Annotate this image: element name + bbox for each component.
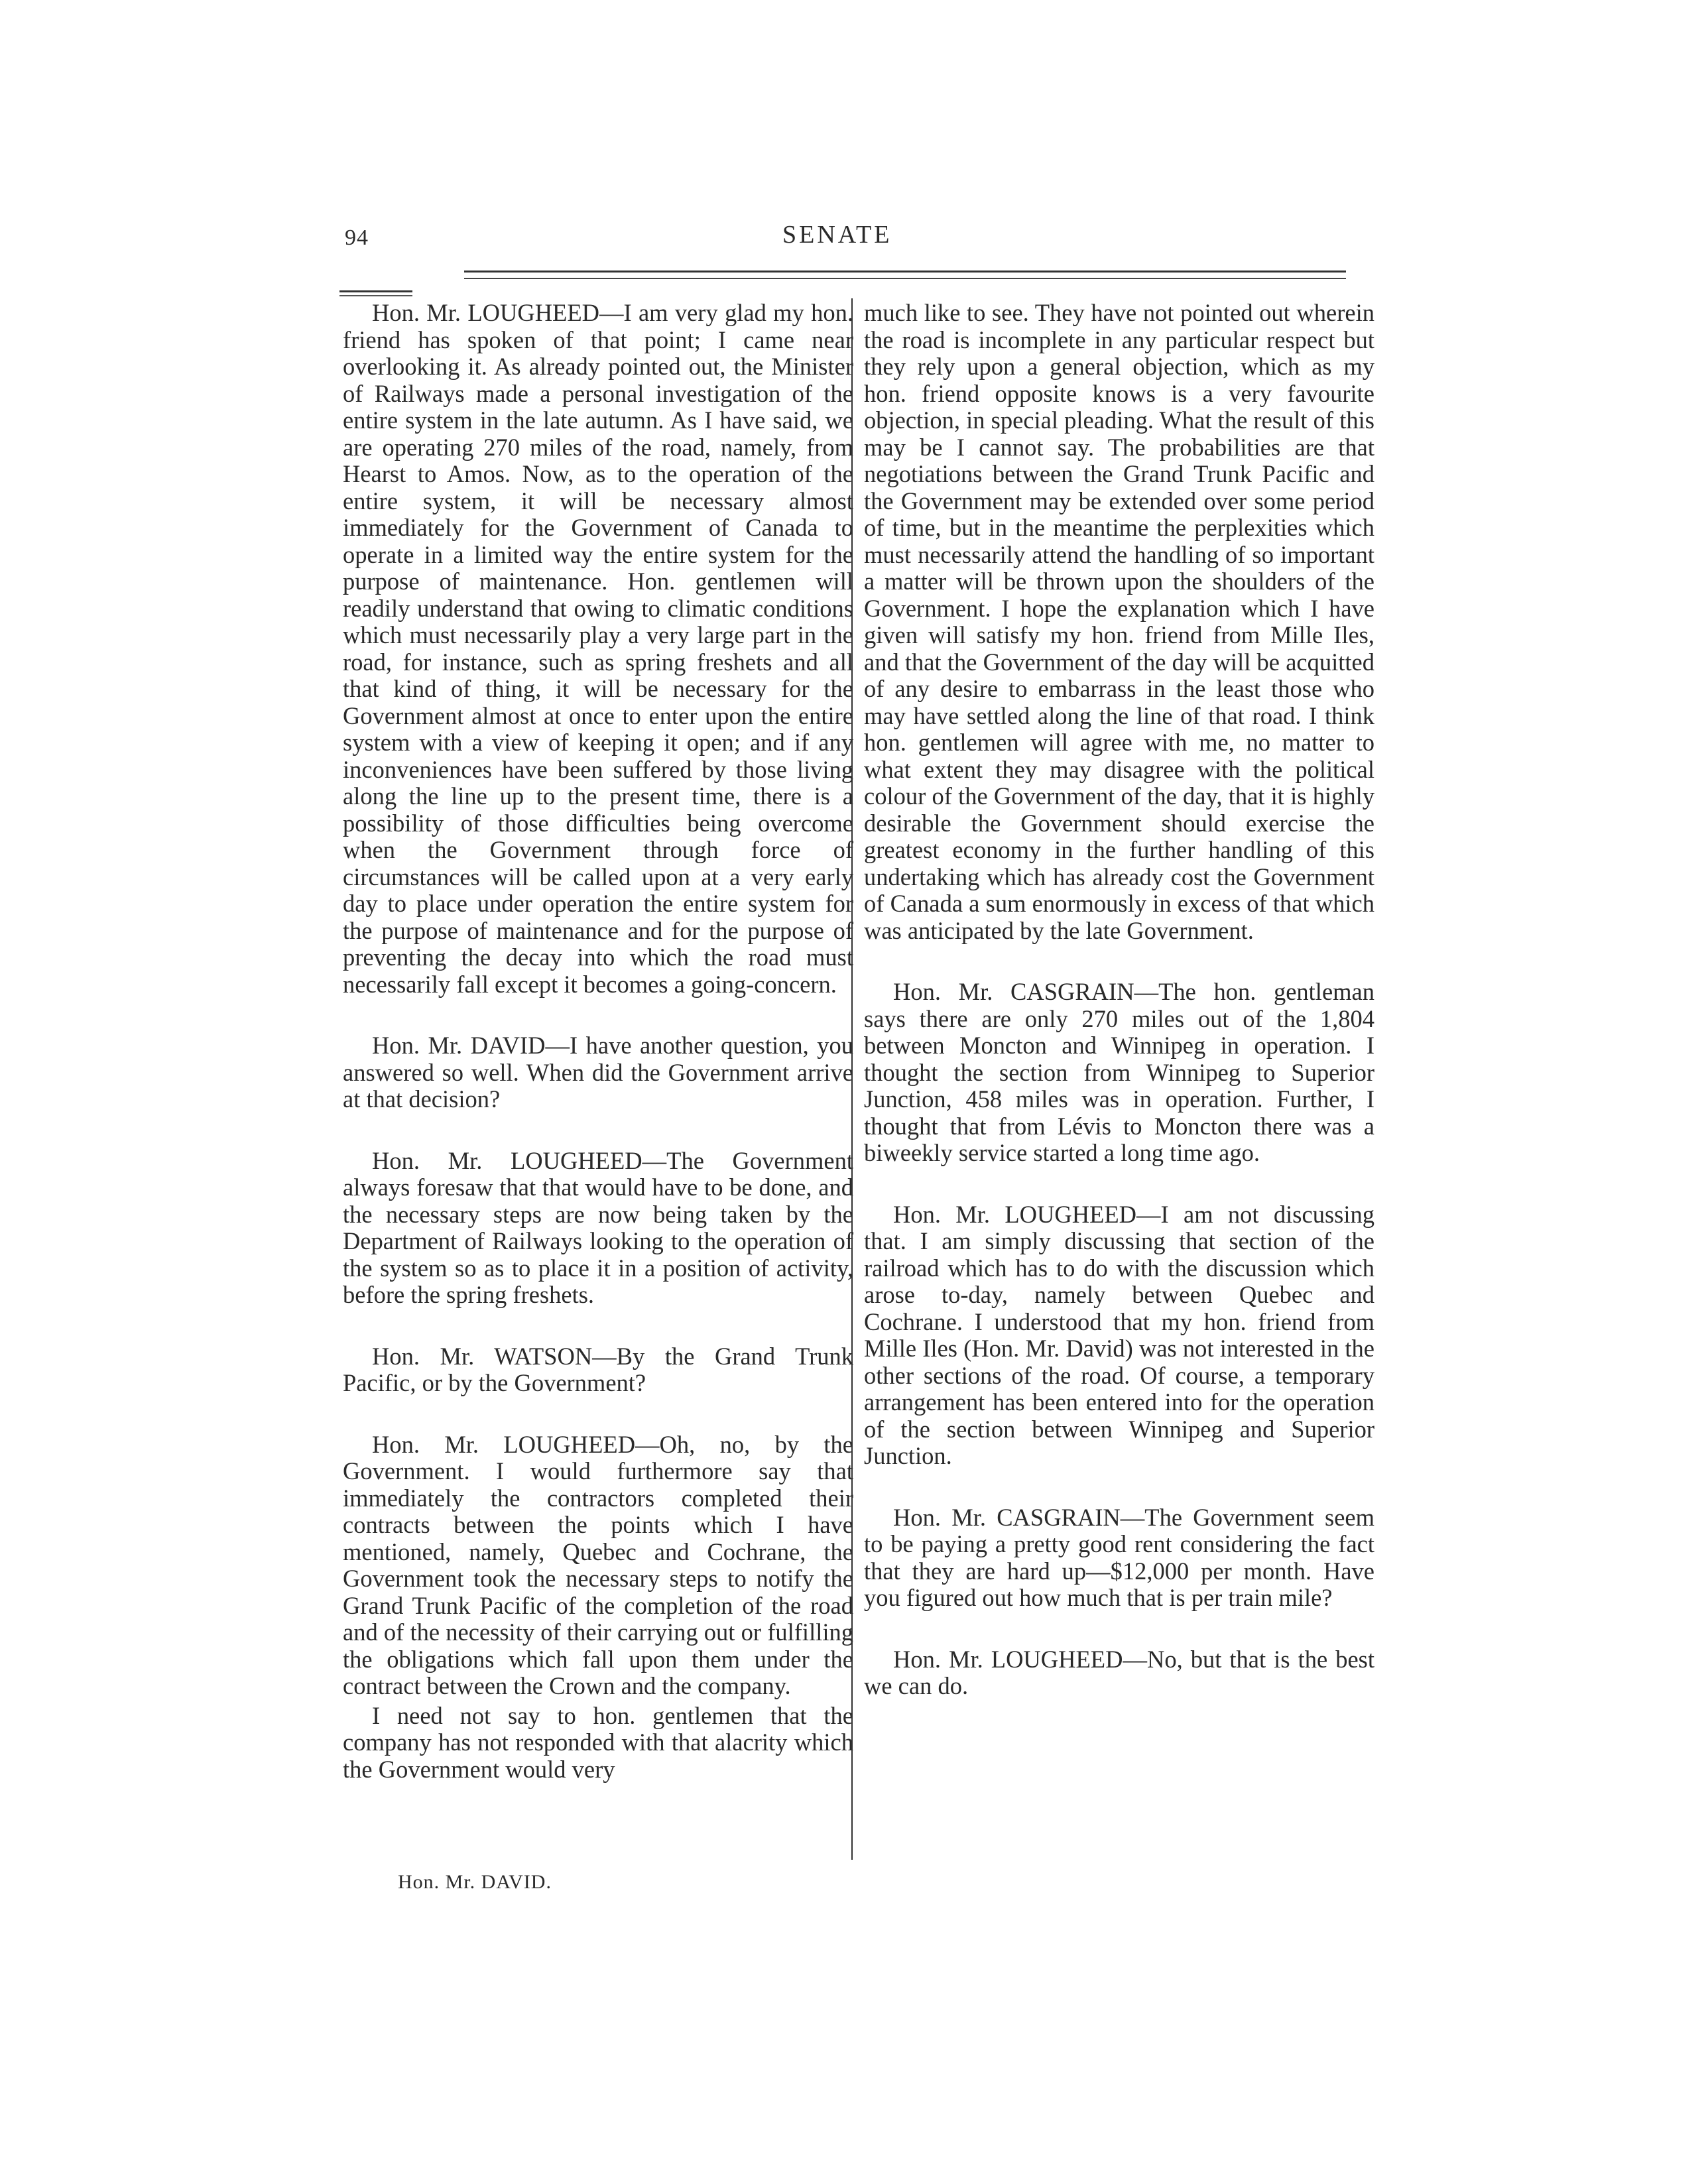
left-column: [343, 300, 853, 1783]
speech-paragraph: Hon. Mr. CASGRAIN—The Government seem to be paying a pretty good rent considering the fact that they are hard up—$12,000 per month. Have you figured out how much that is per train mile?: [864, 1503, 1374, 1611]
page-header: [0, 212, 1708, 265]
speech-paragraph: Hon. Mr. LOUGHEED—Oh, no, by the Government. I would furthermore say that immediately the contractors completed their contracts between the points which I have mentioned, namely, Quebec and Cochrane, the Government took the necessary steps to notify the Grand Trunk Pacific of the completion of the road and of the necessity of their carrying out or fulfilling the obligations which fall upon them under the contract between the Crown and the company.: [343, 1430, 853, 1699]
speech-paragraph: Hon. Mr. LOUGHEED—The Government always foresaw that that would have to be done, and the necessary steps are now being taken by the Department of Railways looking to the operation of the system so as to place it in a position of activity, before the spring freshets.: [343, 1146, 853, 1308]
page-number: 94: [345, 225, 369, 250]
speech-paragraph: Hon. Mr. LOUGHEED—No, but that is the best we can do.: [864, 1645, 1374, 1699]
header-rule-short: [339, 290, 412, 296]
speech-paragraph: Hon. Mr. CASGRAIN—The hon. gentleman says there are only 270 miles out of the 1,804 between Moncton and Winnipeg in operation. I thought the section from Winnipeg to Superior Junction, 458 miles was in operation. Further, I thought that from Lévis to Moncton there was a biweekly service started a long time ago.: [864, 978, 1374, 1166]
speech-paragraph: much like to see. They have not pointed out wherein the road is incomplete in any particular respect but they rely upon a general objection, which as my hon. friend opposite knows is a very favourite objection, in special pleading. What the result of this may be I cannot say. The probabilities are that negotiations between the Grand Trunk Pacific and the Government may be extended over some period of time, but in the meantime the perplexities which must necessarily attend the handling of so important a matter will be thrown upon the shoulders of the Government. I hope the explanation which I have given will satisfy my hon. friend from Mille Iles, and that the Government of the day will be acquitted of any desire to embarrass in the least those who may have settled along the line of that road. I think hon. gentlemen will agree with me, no matter to what extent they may disagree with the political colour of the Government of the day, that it is highly desirable the Government should exercise the greatest economy in the further handling of this undertaking which has already cost the Government of Canada a sum enormously in excess of that which was anticipated by the late Government.: [864, 299, 1374, 944]
speech-paragraph: Hon. Mr. WATSON—By the Grand Trunk Pacific, or by the Government?: [343, 1342, 853, 1396]
catchword: Hon. Mr. DAVID.: [398, 1871, 552, 1893]
speech-paragraph: Hon. Mr. DAVID—I have another question, you answered so well. When did the Government arrive at that decision?: [343, 1032, 853, 1113]
speech-paragraph: I need not say to hon. gentlemen that the company has not responded with that alacrity which the Government would very: [343, 1701, 853, 1783]
column-divider: [851, 298, 853, 1860]
speech-paragraph: Hon. Mr. LOUGHEED—I am not discussing that. I am simply discussing that section of the railroad which has to do with the discussion which arose to-day, namely between Quebec and Cochrane. I understood that my hon. friend from Mille Iles (Hon. Mr. David) was not interested in the other sections of the road. Of course, a temporary arrangement has been entered into for the operation of the section between Winnipeg and Superior Junction.: [864, 1200, 1374, 1469]
header-rule: [464, 271, 1346, 279]
speech-paragraph: Hon. Mr. LOUGHEED—I am very glad my hon. friend has spoken of that point; I came near overlooking it. As already pointed out, the Minister of Railways made a personal investigation of the entire system in the late autumn. As I have said, we are operating 270 miles of the road, namely, from Hearst to Amos. Now, as to the operation of the entire system, it will be necessary almost immediately for the Government of Canada to operate in a limited way the entire system for the purpose of maintenance. Hon. gentlemen will readily understand that owing to climatic conditions which must necessarily play a very large part in the road, for instance, such as spring freshets and all that kind of thing, it will be necessary for the Government almost at once to enter upon the entire system with a view of keeping it open; and if any inconveniences have been suffered by those living along the line up to the present time, there is a possibility of those difficulties being overcome when the Government through force of circumstances will be called upon at a very early day to place under operation the entire system for the purpose of maintenance and for the purpose of preventing the decay into which the road must necessarily fall except it becomes a going-concern.: [343, 299, 853, 998]
right-column: [864, 300, 1374, 1700]
running-head: SENATE: [782, 221, 892, 249]
